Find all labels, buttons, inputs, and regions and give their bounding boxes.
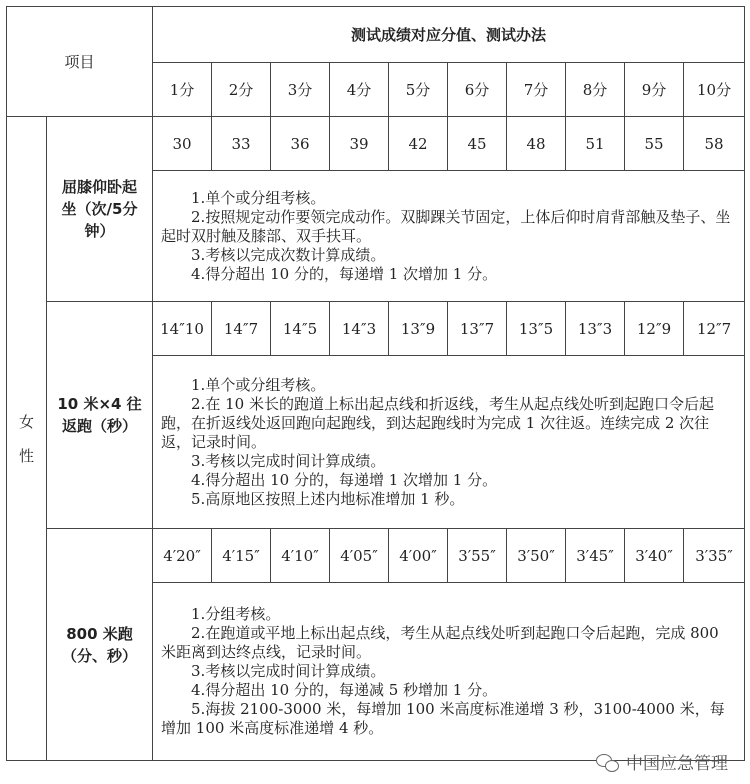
value-cell: 14″5 — [271, 302, 330, 356]
value-cell: 4′10″ — [271, 529, 330, 583]
value-cell: 36 — [271, 117, 330, 171]
points-cell: 9分 — [625, 63, 684, 117]
gender-char: 性 — [18, 446, 34, 465]
situp-values-row — [7, 117, 745, 171]
shuttle-method: 1.单个或分组考核。 2.在 10 米长的跑道上标出起点线和折返线，考生从起点线处听到起跑口令后起跑，在折返线处返回跑向起跑线，到达起跑线时为完成 1 次往返。连续完成 2 次往返，记录时间。 3.考核以完成时间计算成绩。 4.得分超出 10 分的，每递增 1 次增加 1 分。 5.高原地区按照上述内地标准增加 1 秒。 — [153, 356, 745, 529]
value-cell: 12″7 — [684, 302, 745, 356]
gender-cell — [7, 117, 47, 761]
run800-values-row — [7, 529, 745, 583]
value-cell: 3′40″ — [625, 529, 684, 583]
value-cell: 58 — [684, 117, 745, 171]
points-cell: 8分 — [566, 63, 625, 117]
value-cell: 39 — [330, 117, 389, 171]
value-cell: 3′55″ — [448, 529, 507, 583]
run800-item-name: 800 米跑 （分、秒） — [47, 529, 153, 761]
value-cell: 13″5 — [507, 302, 566, 356]
situp-method: 1.单个或分组考核。 2.按照规定动作要领完成动作。双脚踝关节固定，上体后仰时肩背部触及垫子、坐起时双肘触及膝部、双手扶耳。 3.考核以完成次数计算成绩。 4.得分超出 10 分的，每递增 1 次增加 1 分。 — [153, 171, 745, 302]
points-cell: 4分 — [330, 63, 389, 117]
run800-method: 1.分组考核。 2.在跑道或平地上标出起点线，考生从起点线处听到起跑口令后起跑，完成 800 米距离到达终点线，记录时间。 3.考核以完成时间计算成绩。 4.得分超出 10 分的，每递减 5 秒增加 1 分。 5.海拔 2100-3000 米，每增加 100 米高度标准递增 3 秒，3100-4000 米，每增加 100 米高度标准递增 4 秒。 — [153, 583, 745, 761]
value-cell: 48 — [507, 117, 566, 171]
points-cell: 3分 — [271, 63, 330, 117]
watermark-text: 中国应急管理 — [626, 754, 728, 774]
points-cell: 1分 — [153, 63, 212, 117]
points-cell: 10分 — [684, 63, 745, 117]
watermark — [596, 749, 728, 774]
points-cell: 7分 — [507, 63, 566, 117]
value-cell: 14″3 — [330, 302, 389, 356]
value-cell: 42 — [389, 117, 448, 171]
value-cell: 14″10 — [153, 302, 212, 356]
points-cell: 2分 — [212, 63, 271, 117]
value-cell: 4′00″ — [389, 529, 448, 583]
value-cell: 3′50″ — [507, 529, 566, 583]
value-cell: 55 — [625, 117, 684, 171]
value-cell: 12″9 — [625, 302, 684, 356]
value-cell: 14″7 — [212, 302, 271, 356]
situp-item-name: 屈膝仰卧起 坐（次/5分 钟） — [47, 117, 153, 302]
shuttle-item-name: 10 米×4 往 返跑（秒） — [47, 302, 153, 529]
value-cell: 13″7 — [448, 302, 507, 356]
value-cell: 51 — [566, 117, 625, 171]
value-cell: 4′15″ — [212, 529, 271, 583]
value-cell: 3′45″ — [566, 529, 625, 583]
points-cell: 5分 — [389, 63, 448, 117]
score-table — [6, 6, 745, 761]
value-cell: 4′20″ — [153, 529, 212, 583]
value-cell: 30 — [153, 117, 212, 171]
wechat-icon — [596, 752, 620, 772]
value-cell: 33 — [212, 117, 271, 171]
gender-char: 女 — [18, 412, 34, 431]
points-cell: 6分 — [448, 63, 507, 117]
value-cell: 3′35″ — [684, 529, 745, 583]
score-method-header: 测试成绩对应分值、测试办法 — [153, 7, 745, 63]
item-header: 项目 — [7, 7, 153, 117]
value-cell: 13″9 — [389, 302, 448, 356]
value-cell: 13″3 — [566, 302, 625, 356]
value-cell: 4′05″ — [330, 529, 389, 583]
shuttle-values-row — [7, 302, 745, 356]
value-cell: 45 — [448, 117, 507, 171]
